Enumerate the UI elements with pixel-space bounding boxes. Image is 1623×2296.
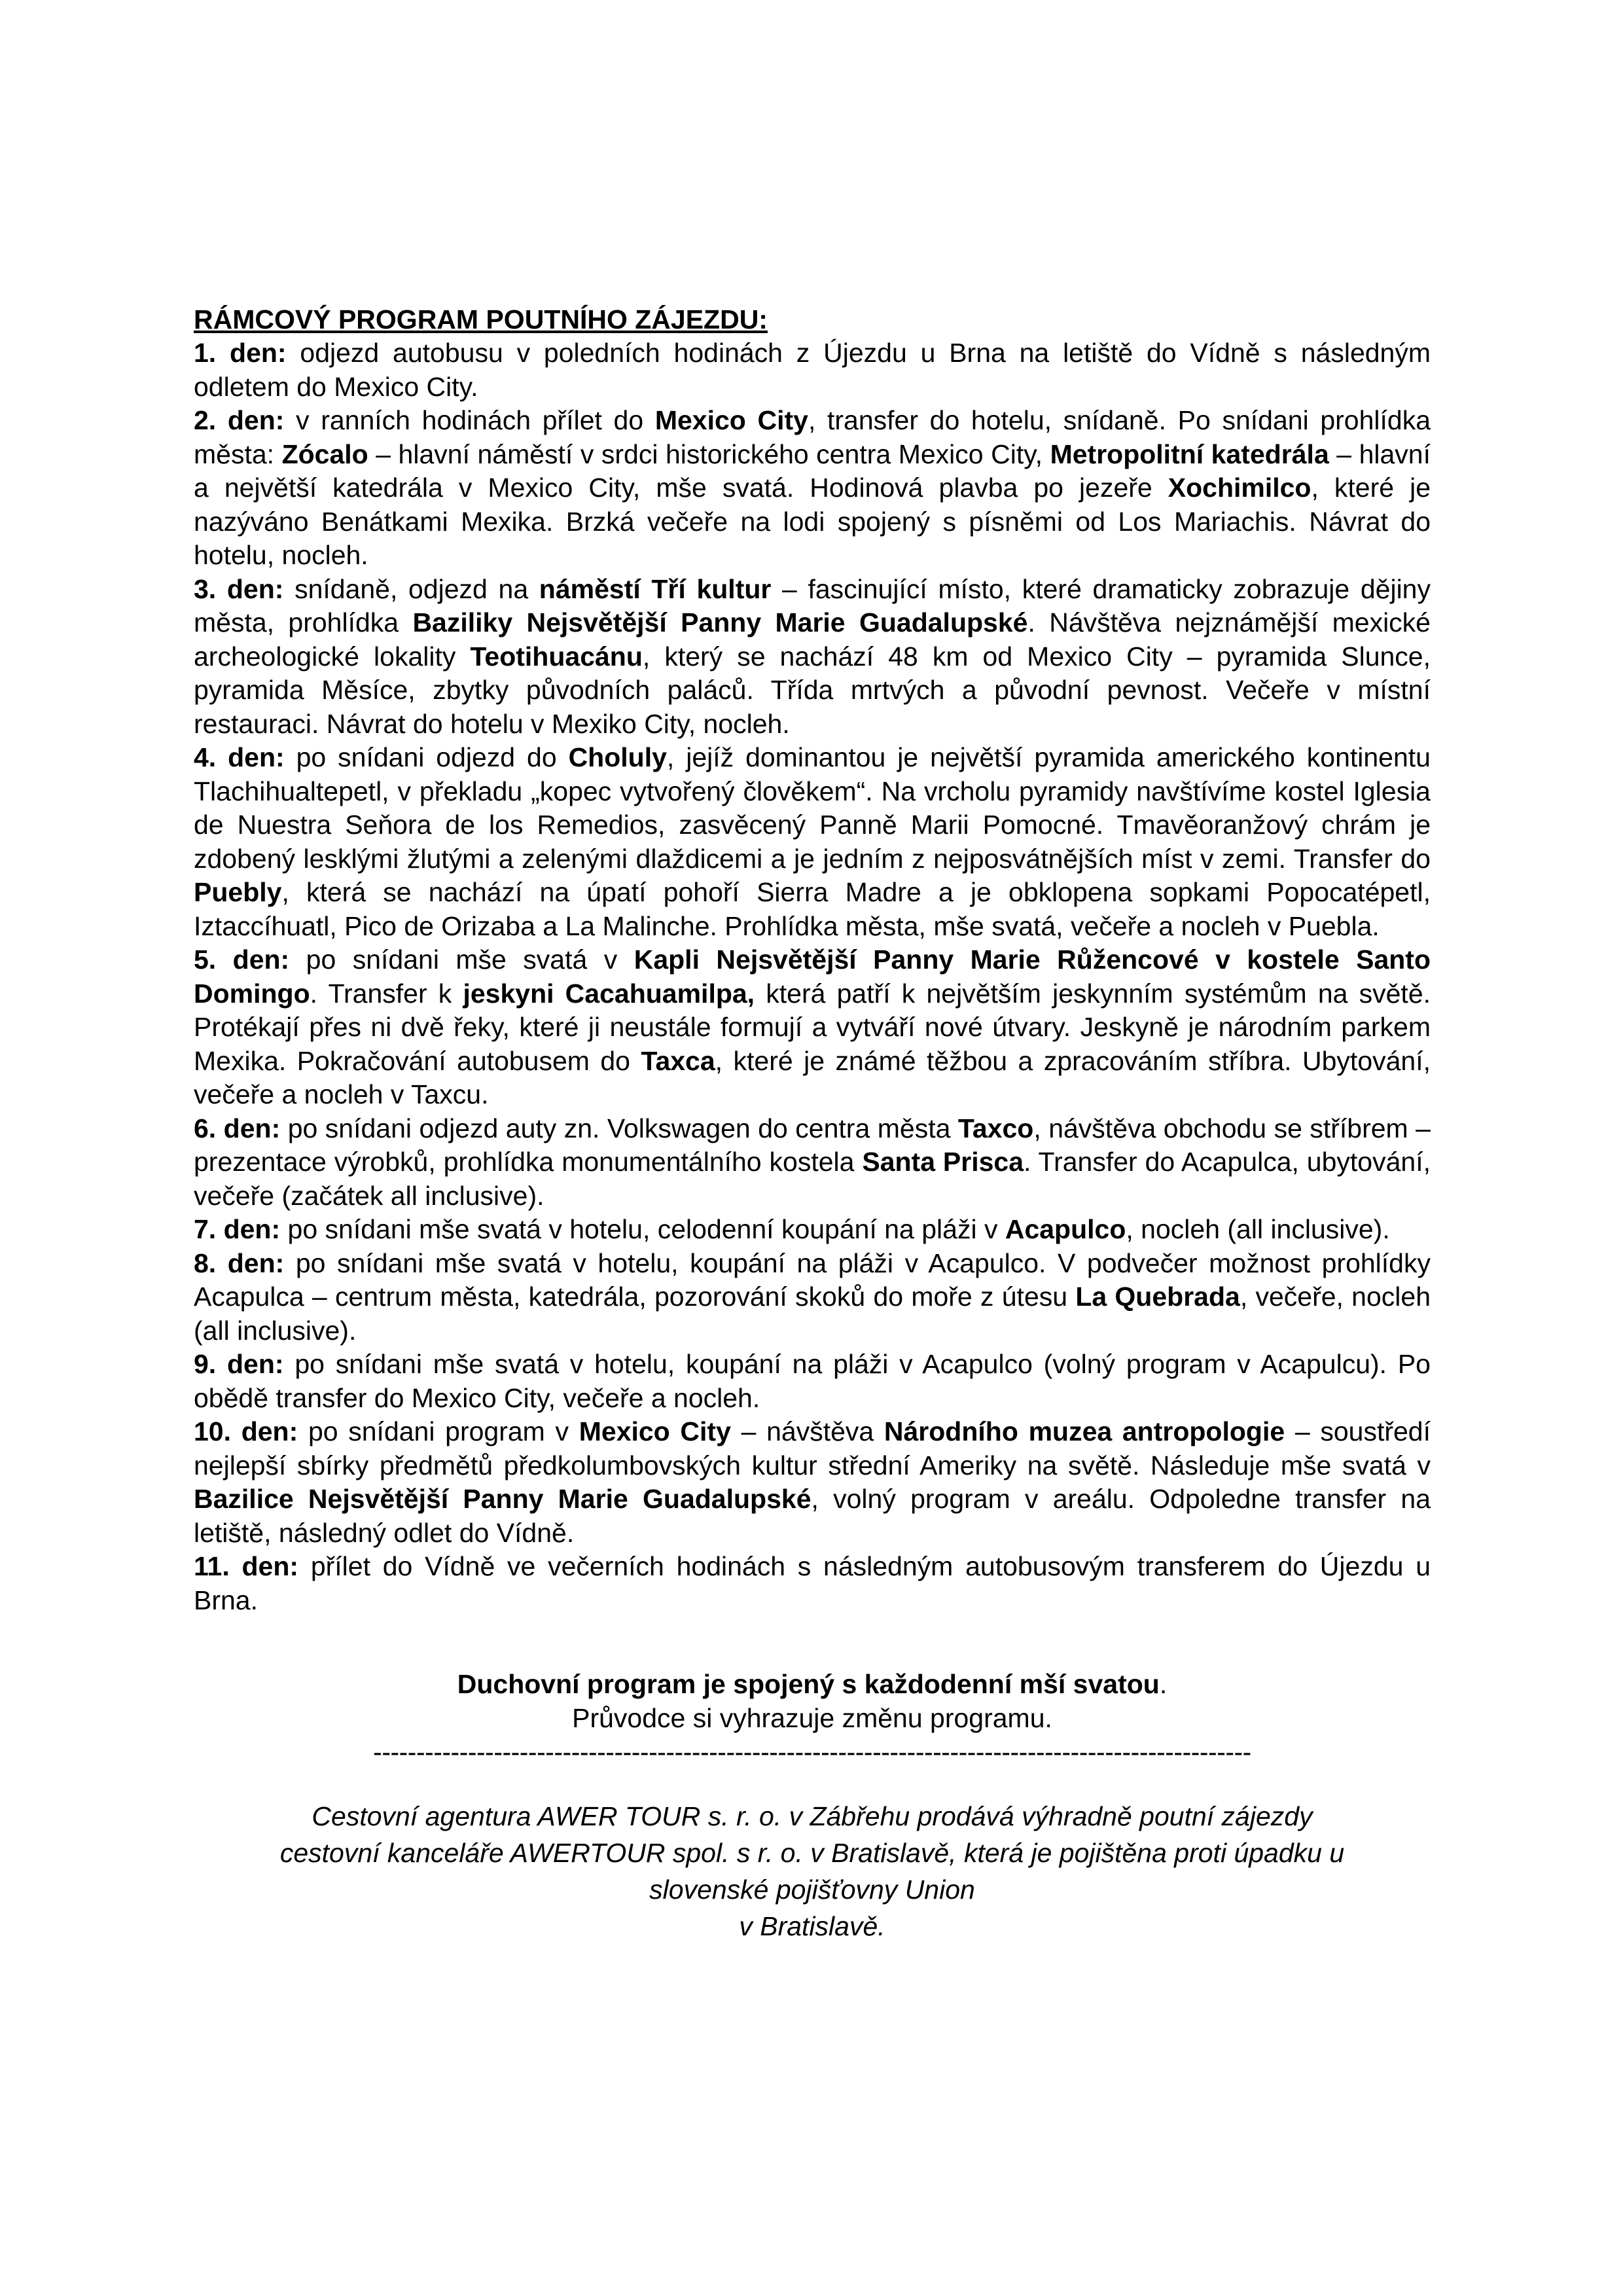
- highlighted-place: Taxco: [957, 1113, 1034, 1143]
- day-paragraph: [194, 741, 1431, 943]
- spiritual-program-line: [194, 1667, 1431, 1701]
- day-label: 8. den:: [194, 1247, 285, 1278]
- highlighted-place: Národního muzea antropologie: [883, 1416, 1285, 1446]
- day-label: 2. den:: [194, 405, 285, 435]
- document-page: [194, 302, 1431, 1945]
- program-title: RÁMCOVÝ PROGRAM POUTNÍHO ZÁJEZDU:: [194, 304, 768, 334]
- highlighted-place: Mexico City: [579, 1416, 731, 1446]
- footer-line-3: slovenské pojišťovny Union: [649, 1874, 975, 1905]
- day-text: , nocleh (all inclusive).: [1126, 1214, 1390, 1244]
- day-text: , která se nachází na úpatí pohoří Sierra Madre a je obklopena sopkami Popocatépetl, Iztaccíhuatl, Pico de Orizaba a La Malinche. Prohlídka města, mše svatá, večeře a nocleh v Puebla.: [194, 877, 1431, 941]
- day-label: 9. den:: [194, 1349, 284, 1379]
- guide-reserves-line: Průvodce si vyhrazuje změnu programu.: [572, 1703, 1052, 1733]
- day-paragraph: [194, 1112, 1431, 1213]
- day-text: po snídani mše svatá v hotelu, koupání na pláži v Acapulco (volný program v Acapulcu). Po obědě transfer do Mexico City, večeře a nocleh.: [194, 1349, 1431, 1413]
- day-text: přílet do Vídně ve večerních hodinách s následným autobusovým transferem do Újezdu u Brna.: [194, 1551, 1431, 1615]
- highlighted-place: Metropolitní katedrála: [1050, 439, 1329, 469]
- day-text: po snídani mše svatá v: [289, 944, 634, 975]
- highlighted-place: Kapli Nejsvětější Panny Marie Růžencové v kostele Santo Domingo: [194, 944, 1431, 1009]
- day-text: . Transfer k: [310, 978, 463, 1009]
- day-label: 5. den:: [194, 944, 290, 975]
- day-label: 10. den:: [194, 1416, 298, 1446]
- day-text: , jejíž dominantou je největší pyramida amerického kontinentu Tlachihualtepetl, v překladu „kopec vytvořený člověkem“. Na vrcholu pyramidy navštívíme kostel Iglesia de Nuestra Seňora de los Remedios, zasvěcený Panně Marii Pomocné. Tmavěoranžový chrám je zdobený lesklými žlutými a zelenými dlaždicemi a je jedním z nejposvátnějších míst v zemi. Transfer do: [194, 742, 1431, 874]
- day-paragraph: [194, 1550, 1431, 1617]
- day-text: v ranních hodinách přílet do: [284, 405, 655, 435]
- day-text: po snídani odjezd do: [284, 742, 569, 772]
- highlighted-place: náměstí Tří kultur: [539, 573, 772, 604]
- day-paragraph: [194, 404, 1431, 573]
- itinerary-list: [194, 336, 1431, 1617]
- day-paragraph: [194, 336, 1431, 404]
- closing-note: [194, 1667, 1431, 1735]
- highlighted-place: Bazilice Nejsvětější Panny Marie Guadalupské: [194, 1484, 812, 1514]
- highlighted-place: Teotihuacánu: [470, 641, 643, 672]
- day-text: po snídani mše svatá v hotelu, koupání na pláži v Acapulco. V podvečer možnost prohlídky Acapulca – centrum města, katedrála, pozorování skoků do moře z útesu: [194, 1247, 1431, 1312]
- day-text: . Transfer do Acapulca, ubytování, večeře (začátek all inclusive).: [194, 1147, 1431, 1211]
- day-text: odjezd autobusu v poledních hodinách z Újezdu u Brna na letiště do Vídně s následným odletem do Mexico City.: [194, 338, 1431, 402]
- day-text: , návštěva obchodu se stříbrem – prezentace výrobků, prohlídka monumentálního kostela: [194, 1113, 1431, 1177]
- highlighted-place: Choluly: [568, 742, 667, 772]
- day-paragraph: [194, 573, 1431, 742]
- day-text: , večeře, nocleh (all inclusive).: [194, 1282, 1431, 1346]
- day-label: 7. den:: [194, 1214, 281, 1244]
- day-paragraph: [194, 943, 1431, 1112]
- spiritual-program-period: .: [1159, 1669, 1168, 1699]
- highlighted-place: La Quebrada: [1075, 1282, 1240, 1312]
- day-text: . Návštěva nejznámější mexické archeologické lokality: [194, 607, 1431, 672]
- day-text: , který se nachází 48 km od Mexico City – pyramida Slunce, pyramida Měsíce, zbytky původních paláců. Třída mrtvých a původní pevnost. Večeře v místní restauraci. Návrat do hotelu v Mexiko City, nocleh.: [194, 641, 1431, 739]
- highlighted-place: Acapulco: [1005, 1214, 1126, 1244]
- day-paragraph: [194, 1348, 1431, 1415]
- spiritual-program-text: Duchovní program je spojený s každodenní mší svatou: [457, 1669, 1160, 1699]
- highlighted-place: Baziliky Nejsvětější Panny Marie Guadalupské: [412, 607, 1028, 637]
- day-text: po snídani odjezd auty zn. Volkswagen do centra města: [280, 1113, 958, 1143]
- day-paragraph: [194, 1213, 1431, 1247]
- day-text: po snídani mše svatá v hotelu, celodenní koupání na pláži v: [280, 1214, 1005, 1244]
- day-text: která patří k největším jeskynním systémům na světě. Protékají přes ni dvě řeky, které ji neustále formují a vytváří nové útvary. Jeskyně je národním parkem Mexika. Pokračování autobusem do: [194, 978, 1431, 1076]
- day-text: – soustředí nejlepší sbírky předmětů předkolumbovských kultur střední Ameriky na světě. Následuje mše svatá v: [194, 1416, 1431, 1480]
- day-label: 1. den:: [194, 338, 287, 368]
- day-text: , které je nazýváno Benátkami Mexika. Brzká večeře na lodi spojený s písněmi od Los Mariachis. Návrat do hotelu, nocleh.: [194, 473, 1431, 570]
- highlighted-place: jeskyni Cacahuamilpa,: [463, 978, 755, 1009]
- highlighted-place: Puebly: [194, 877, 282, 907]
- day-text: , volný program v areálu. Odpoledne transfer na letiště, následný odlet do Vídně.: [194, 1484, 1431, 1548]
- day-text: po snídani program v: [298, 1416, 579, 1446]
- highlighted-place: Santa Prisca: [862, 1147, 1024, 1177]
- day-text: – hlavní a největší katedrála v Mexico City, mše svatá. Hodinová plavba po jezeře: [194, 439, 1431, 503]
- highlighted-place: Taxca: [641, 1045, 715, 1076]
- day-label: 11. den:: [194, 1551, 299, 1581]
- day-text: , které je známé těžbou a zpracováním stříbra. Ubytování, večeře a nocleh v Taxcu.: [194, 1045, 1431, 1109]
- day-text: – návštěva: [730, 1416, 884, 1446]
- day-label: 6. den:: [194, 1113, 281, 1143]
- footer-line-2: cestovní kanceláře AWERTOUR spol. s r. o. v Bratislavě, která je pojištěna proti úpadku u: [279, 1838, 1345, 1868]
- day-label: 4. den:: [194, 742, 285, 772]
- day-paragraph: [194, 1247, 1431, 1348]
- day-text: – fascinující místo, které dramaticky zobrazuje dějiny města, prohlídka: [194, 573, 1431, 637]
- highlighted-place: Xochimilco: [1168, 473, 1311, 503]
- footer-line-1: Cestovní agentura AWER TOUR s. r. o. v Zábřehu prodává výhradně poutní zájezdy: [312, 1801, 1313, 1831]
- agency-footer: [194, 1798, 1431, 1945]
- day-text: snídaně, odjezd na: [283, 573, 539, 604]
- day-label: 3. den:: [194, 573, 284, 604]
- day-text: , transfer do hotelu, snídaně. Po snídani prohlídka města:: [194, 405, 1431, 469]
- highlighted-place: Mexico City: [654, 405, 808, 435]
- day-text: – hlavní náměstí v srdci historického centra Mexico City,: [368, 439, 1050, 469]
- footer-line-4: v Bratislavě.: [739, 1911, 885, 1941]
- highlighted-place: Zócalo: [281, 439, 368, 469]
- dashed-separator: ------------------------------------------------------------------------------------------------------: [373, 1737, 1251, 1767]
- day-paragraph: [194, 1415, 1431, 1550]
